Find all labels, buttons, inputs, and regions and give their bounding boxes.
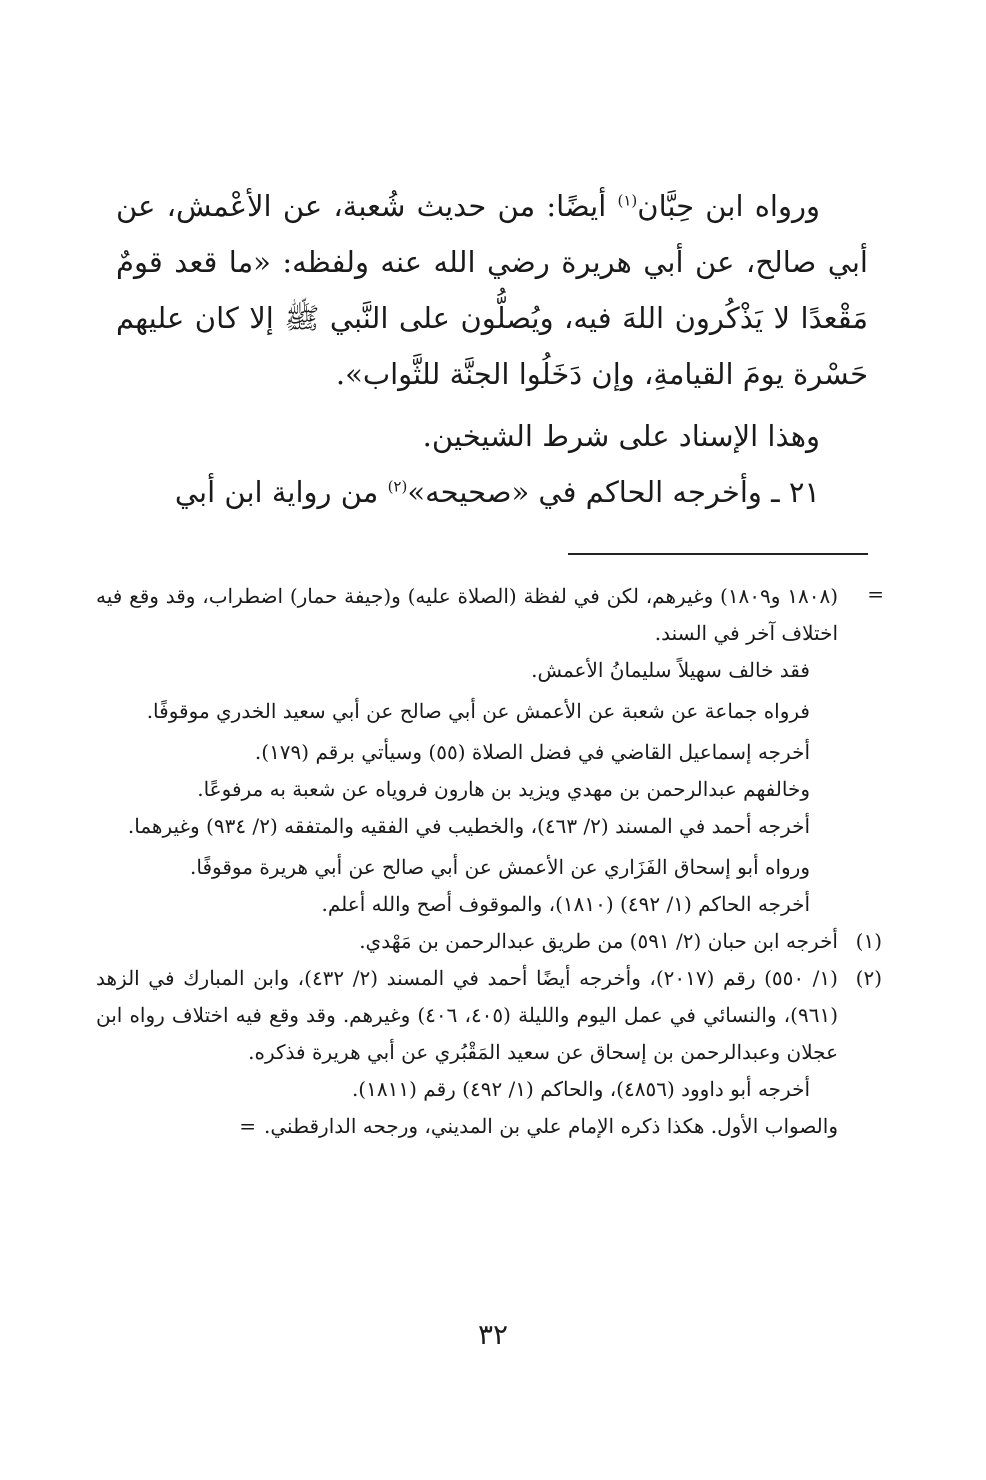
footnote-continued-line: فرواه جماعة عن شعبة عن الأعمش عن أبي صالح عن أبي سعيد الخدري موقوفًا. xyxy=(146,699,810,723)
footnote-ref-2: (٢) xyxy=(387,477,408,496)
main-paragraph-1 xyxy=(116,178,868,402)
footnote-continued-line: أخرجه أحمد في المسند (٢/ ٤٦٣)، والخطيب في الفقيه والمتفقه (٢/ ٩٣٤) وغيرهما. xyxy=(127,814,810,838)
footnote-continued-line: وخالفهم عبدالرحمن بن مهدي ويزيد بن هارون فروياه عن شعبة به مرفوعًا. xyxy=(197,777,810,801)
footnote-2-line: أخرجه أبو داوود (٤٨٥٦)، والحاكم (١/ ٤٩٢) رقم (١٨١١). xyxy=(351,1077,810,1101)
paragraph-3-start: ٢١ ـ وأخرجه الحاكم في «صحيحه» xyxy=(407,475,820,509)
footnote-continued-line: فقد خالف سهيلاً سليمانُ الأعمش. xyxy=(531,658,810,682)
paragraph-1-rest: أيضًا: من حديث شُعبة، عن الأعْمش، عن أبي صالح، عن أبي هريرة رضي الله عنه ولفظه: «ما قعد قومٌ مَقْعدًا لا يَذْكُرون اللهَ فيه، ويُصلُّون على النَّبي ﷺ إلا كان عليهم حَسْرة يومَ القيامةِ، وإن دَخَلُوا الجنَّة للثَّواب». xyxy=(116,189,868,391)
main-paragraph-2: وهذا الإسناد على شرط الشيخين. xyxy=(422,419,820,453)
paragraph-3-rest: من رواية ابن أبي xyxy=(174,475,388,509)
footnote-2-number: (٢) xyxy=(855,966,882,990)
footnote-2-final-text: والصواب الأول. هكذا ذكره الإمام علي بن المديني، ورجحه الدارقطني. xyxy=(264,1114,838,1138)
main-text xyxy=(116,178,868,520)
footnotes xyxy=(96,578,882,1145)
footnote-1 xyxy=(96,923,882,960)
footnote-continued-line: أخرجه الحاكم (١/ ٤٩٢) (١٨١٠)، والموقوف أصح والله أعلم. xyxy=(321,892,810,916)
footnote-continued-line: (١٨٠٨ و١٨٠٩) وغيرهم، لكن في لفظة (الصلاة عليه) و(جيفة حمار) اضطراب، وقد وقع فيه اختلاف آخر في السند. xyxy=(96,584,838,645)
footnote-2 xyxy=(96,960,882,1071)
main-paragraph-3 xyxy=(116,464,868,520)
footnote-2-text: (١/ ٥٥٠) رقم (٢٠١٧)، وأخرجه أيضًا أحمد في المسند (٢/ ٤٣٢)، وابن المبارك في الزهد (٩٦١)، والنسائي في عمل اليوم والليلة (٤٠٥، ٤٠٦) وغيرهم. وقد وقع فيه اختلاف رواه ابن عجلان وعبدالرحمن بن إسحاق عن سعيد المَقْبُري عن أبي هريرة فذكره. xyxy=(96,966,838,1064)
continuation-mark: = xyxy=(867,582,884,606)
paragraph-1-start: ورواه ابن حِبَّان xyxy=(637,189,820,223)
footnote-continued-line: أخرجه إسماعيل القاضي في فضل الصلاة (٥٥) وسيأتي برقم (١٧٩). xyxy=(254,740,810,764)
footnote-continued-line: ورواه أبو إسحاق الفَزَاري عن الأعمش عن أبي صالح عن أبي هريرة موقوفًا. xyxy=(190,855,810,879)
footnote-ref-1: (١) xyxy=(617,191,638,210)
page-number: ٣٢ xyxy=(477,1318,509,1351)
footnote-2-final-line xyxy=(96,1108,838,1145)
footnote-1-number: (١) xyxy=(855,929,882,953)
footnote-1-text: أخرجه ابن حبان (٢/ ٥٩١) من طريق عبدالرحمن بن مَهْدي. xyxy=(359,929,838,953)
end-continuation-mark: = xyxy=(239,1114,256,1138)
footnote-divider xyxy=(568,553,868,555)
